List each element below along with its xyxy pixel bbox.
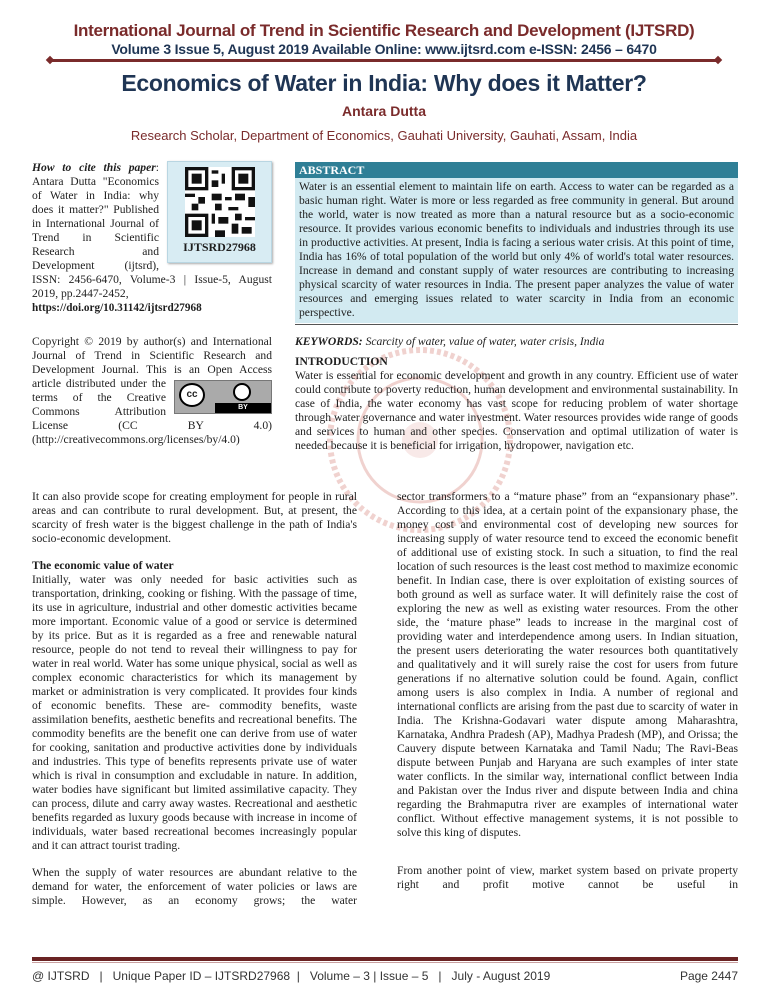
copyright-visible-text: under the terms of the Creative Commons Attribution License (CC BY 4.0) (http://creativecommons.org/licenses/by/4.0) [32, 377, 272, 446]
footer-date: July - August 2019 [451, 969, 551, 983]
section-heading-economic-value: The economic value of water [32, 559, 174, 572]
by-label: BY [215, 403, 271, 413]
right-column-body [397, 490, 738, 892]
introduction-heading: INTRODUCTION [295, 355, 388, 368]
left-column-body [32, 490, 357, 908]
author-affiliation: Research Scholar, Department of Economics, Gauhati University, Gauhati, Assam, India [130, 128, 638, 143]
footer-page-number: Page 2447 [679, 969, 738, 983]
divider-end-right [714, 56, 722, 64]
cc-icon: cc [179, 383, 205, 407]
paper-id-label: IJTSRD27968 [183, 240, 256, 254]
attribution-icon [233, 383, 251, 401]
qr-code [185, 167, 255, 237]
header-divider [50, 59, 718, 62]
keywords-label: KEYWORDS: [295, 335, 363, 348]
body-paragraph: From another point of view, market system based on private property right and profit motive cannot be useful in [397, 864, 738, 891]
footer-divider-thin [32, 962, 738, 963]
abstract-text: Water is an essential element to maintain life on earth. Access to water can be regarded as a basic human right. Water is more or less regarded as free community in general. But around the world, water is now treated as more than a natural resource but as a socio-economic resource. It provides various economic benefits to individuals and industries through its use in productive activities. At present, India is facing a serious water crisis. At this point of time, India has 16% of total population of the world but only 4% of world's total water resources. Increase in demand and constant supply of water resources are contributing to increasing physical scarcity of water resources in India. The present paper analyzes the value of water resources and emerging issues related to water scarcity in India from an economic perspective. [295, 178, 738, 323]
doi-link[interactable]: https://doi.org/10.31142/ijtsrd27968 [32, 302, 202, 314]
body-paragraph: Initially, water was only needed for basic activities such as transportation, drinking, cooking or fishing. With the passage of time, its use in agriculture, industrial and other domestic activities became more important. Economic value of a good or service is determined by its price. But as it is regarded as a free and renewable natural resource, people do not tend to reveal their willingness to pay for water in real world. Water has some unique physical, social as well as complex economic characteristics for which its management by market or administration is very complicated. It provides four kinds of economic benefits. These are- commodity benefits, waste assimilation benefits, aesthetic benefits and recreational benefits. The commodity benefits are the benefit one can derive from use of water for cooking, sanitation and productive activities done by individuals and industries. This type of benefits represents private use of water which is rival in consumption and excludable in nature. In addition, water bodies have significant but limited assimilative capacity. They can process, dilute and carry away wastes. Recreational and aesthetic benefits regarded as luxury goods because with increase in income of individuals, water based recreational becomes increasingly popular and it can attract tourist trading. [32, 573, 357, 852]
footer-paper-id: Unique Paper ID – IJTSRD27968 [112, 969, 291, 983]
body-paragraph: It can also provide scope for creating employment for people in rural areas and can contribute to rural development. But, at present, the scarcity of fresh water is the biggest challenge in the path of India's socio-economic development. [32, 490, 357, 545]
divider-end-left [46, 56, 54, 64]
footer-sep: | [89, 969, 113, 983]
copyright-block [32, 335, 272, 447]
keywords-text: Scarcity of water, value of water, water crisis, India [365, 335, 605, 348]
paper-title: Economics of Water in India: Why does it Matter? [121, 70, 647, 96]
page-footer [32, 969, 738, 983]
abstract-divider [295, 324, 738, 325]
cc-by-license-badge[interactable] [174, 380, 272, 414]
paper-author: Antara Dutta [341, 103, 426, 119]
keywords [295, 335, 738, 349]
body-paragraph: sector transformers to a “mature phase” from an “expansionary phase”. According to this idea, at a certain point of the expansionary phase, the money cost and environmental cost of developing new sources for increasing supply of water resource tend to exceed the economic benefit of additional use of existing stock. In such a situation, to find the real location of such resources is the least cost method to maximize economic benefit. In Indian case, there is over exploitation of existing sources of both ground as well as surface water. It will definitely raise the cost of exploring the new as well as existing water resources. From the other side, the ‘mature phase” leads to increase in the marginal cost of providing water and interdependence among users. In Indian situation, the present users deteriorating the water resources both quantitatively and qualitatively and it will surely raise the cost for users from future generations if no alternative solution could be found. Again, conflict among users is also complex in India. A number of regional and international conflicts are arising from the past due to scarcity of water in India. The Krishna-Godavari water dispute among Maharashtra, Karnataka, Andhra Pradesh (AP), Madhya Pradesh (MP), and Orissa; the Cauvery dispute between Karnataka and Tamil Nadu; The Ravi-Beas dispute between Punjab and Haryana are such examples of inter state water conflicts. In the similar way, international conflict between India and Pakistan over the Indus river and dispute between India and china regarding the Brahmaputra river are examples of international water conflict. Without effective management systems, it is not possible to solve this king of disputes. [397, 490, 738, 839]
footer-volume: Volume – 3 | Issue – 5 [309, 969, 429, 983]
abstract-heading: ABSTRACT [295, 162, 738, 178]
footer-sep: | [428, 969, 452, 983]
body-paragraph: When the supply of water resources are abundant relative to the demand for water, the enforcement of water policies or laws are simple. However, as an economy grows; the water [32, 866, 357, 907]
cite-label: How to cite this paper [32, 161, 156, 174]
copyright-text: Copyright © 2019 by author(s) and International Journal of Trend in Scientific Research and Development Journal. This is an Open Access article distributed [32, 335, 272, 390]
footer-divider [32, 957, 738, 961]
cite-text: : Antara Dutta "Economics of Water in India: why does it matter?" Published in International Journal of Trend in Scientific Research and Development (ijtsrd), ISSN: 2456-6470, Volume-3 | Issue-5, August 2019, pp.2447-2452, [32, 161, 272, 300]
introduction-text: Water is essential for economic development and growth in any country. Efficient use of water could contribute to poverty reduction, human development and environmental sustainability. In case of India, the water economy has vast scope for reducing problem of water shortage through water governance and water investment. Water resources provides wide range of goods and services to human and other species. Conservation and optimal utilization of water is needed because it is beneficial for irrigation, hydropower, navigation etc. [295, 369, 738, 452]
qr-code-box [167, 161, 272, 263]
journal-subtitle: Volume 3 Issue 5, August 2019 Available Online: www.ijtsrd.com e-ISSN: 2456 – 6470 [111, 41, 657, 57]
footer-org: @ IJTSRD [32, 969, 90, 983]
citation-block [32, 161, 272, 315]
abstract-box [295, 162, 738, 325]
introduction-section [295, 355, 738, 453]
footer-sep: | [290, 969, 310, 983]
journal-title: International Journal of Trend in Scientific Research and Development (IJTSRD) [73, 21, 695, 40]
